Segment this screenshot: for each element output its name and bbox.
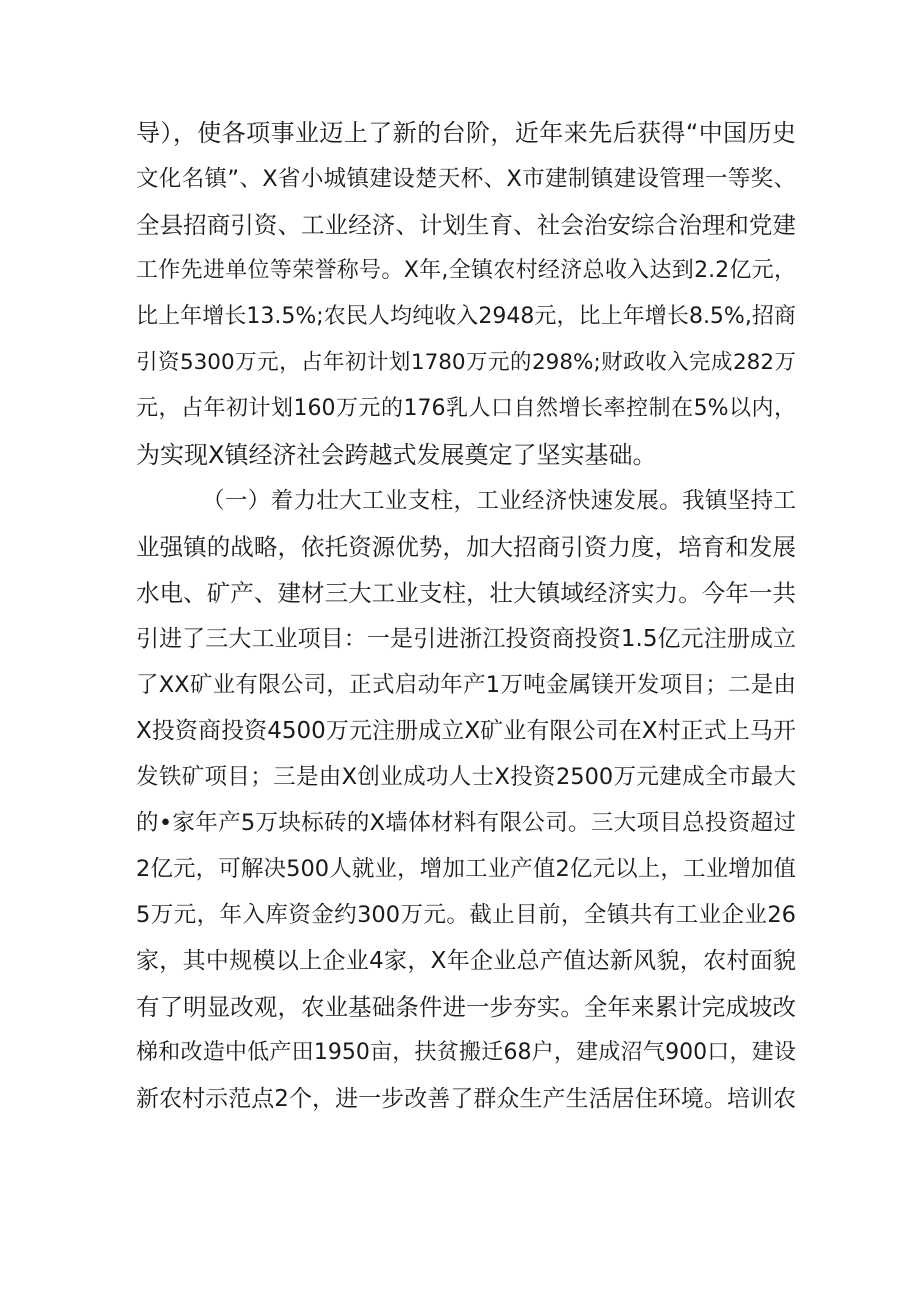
text-line-4: 工作先进单位等荣誉称号。X年,全镇农村经济总收入达到2.2亿元， [136, 258, 796, 283]
text-line-6: 引资5300万元，占年初计划1780万元的298%;财政收入完成282万 [136, 350, 796, 375]
text-line-9: （一）着力壮大工业支柱，工业经济快速发展。我镇坚持工 [202, 488, 796, 514]
text-line-10: 业强镇的战略，依托资源优势，加大招商引资力度，培育和发展 [136, 533, 796, 561]
text-line-20: 有了明显改观，农业基础条件进一步夯实。全年来累计完成坡改 [136, 993, 796, 1021]
text-line-18: 5万元，年入库资金约300万元。截止目前，全镇共有工业企业26 [136, 902, 796, 928]
text-line-19: 家，其中规模以上企业4家，X年企业总产值达新风貌，农村面貌 [136, 948, 796, 974]
text-line-22: 新农村示范点2个，进一步改善了群众生产生活居住环境。培训农 [136, 1086, 796, 1112]
text-line-17: 2亿元，可解决500人就业，增加工业产值2亿元以上，工业增加值 [136, 856, 796, 882]
text-line-21: 梯和改造中低产田1950亩，扶贫搬迁68户，建成沼气900口，建设 [136, 1040, 796, 1065]
text-line-2: 文化名镇”、X省小城镇建设楚天杯、X市建制镇建设管理一等奖、 [136, 166, 796, 192]
text-line-15: 发铁矿项目；三是由X创业成功人士X投资2500万元建成全市最大 [136, 764, 796, 790]
text-line-16: 的•家年产5万块标砖的X墙体材料有限公司。三大项目总投资超过 [136, 810, 796, 836]
body-text [136, 110, 796, 1122]
text-line-12: 引进了三大工业项目：一是引进浙江投资商投资1.5亿元注册成立 [136, 626, 796, 652]
text-line-7: 元，占年初计划160万元的176乳人口自然增长率控制在5%以内， [136, 396, 796, 421]
text-line-11: 水电、矿产、建材三大工业支柱，壮大镇域经济实力。今年一共 [136, 579, 796, 607]
text-line-1: 导），使各项事业迈上了新的台阶，近年来先后获得“中国历史 [136, 119, 796, 147]
text-line-14: X投资商投资4500万元注册成立X矿业有限公司在X村正式上马开 [136, 718, 796, 744]
text-line-3: 全县招商引资、工业经济、计划生育、社会治安综合治理和党建 [136, 211, 796, 239]
text-line-5: 比上年增长13.5%;农民人均纯收入2948元，比上年增长8.5%,招商 [136, 304, 796, 329]
text-line-13: 了XX矿业有限公司，正式启动年产1万吨金属镁开发项目；二是由 [136, 672, 796, 698]
text-line-8: 为实现X镇经济社会跨越式发展奠定了坚实基础。 [136, 441, 657, 469]
